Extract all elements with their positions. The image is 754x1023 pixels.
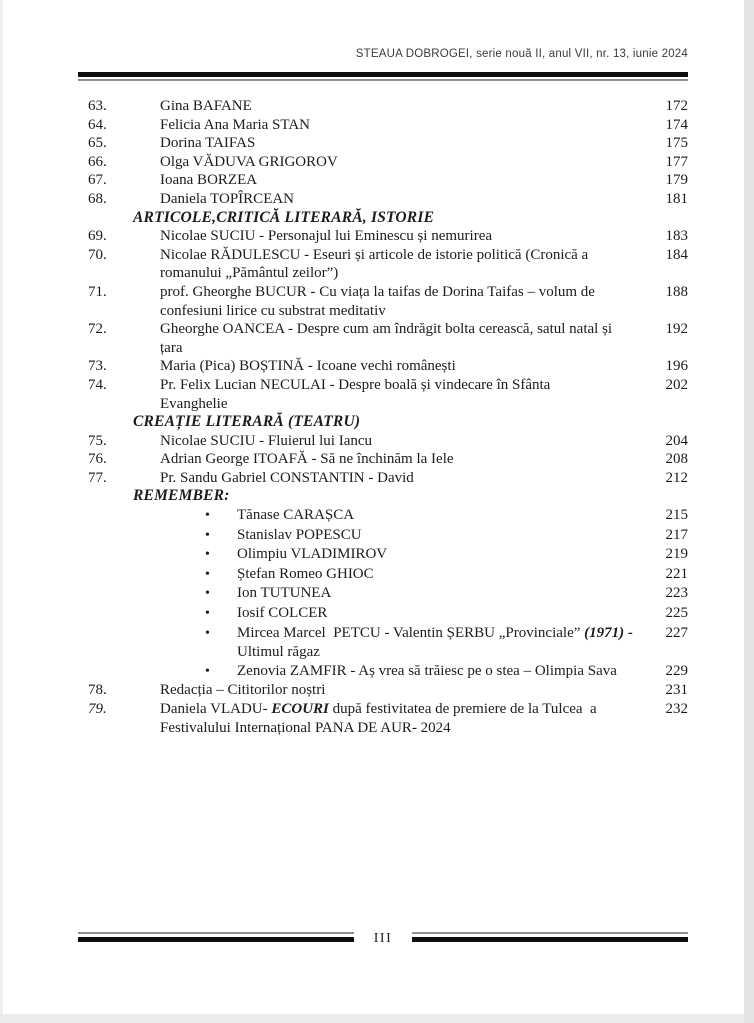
entry-number bbox=[78, 506, 160, 526]
entry-page: 212 bbox=[665, 469, 688, 486]
entry-number: 65. bbox=[88, 135, 107, 152]
toc-entry-row bbox=[78, 432, 688, 451]
toc-section-heading bbox=[78, 413, 688, 432]
entry-number: 75. bbox=[88, 432, 107, 449]
toc-entry-row bbox=[78, 246, 688, 283]
entry-title bbox=[160, 545, 638, 565]
text-segment: Adrian George ITOAFĂ - Să ne închinăm la Iele bbox=[160, 451, 454, 468]
toc-entry-row bbox=[78, 283, 688, 320]
text-segment: Daniela TOPÎRCEAN bbox=[160, 190, 295, 207]
entry-title bbox=[160, 450, 638, 469]
entry-number: 76. bbox=[88, 451, 107, 468]
entry-line bbox=[160, 545, 638, 565]
entry-title bbox=[160, 357, 638, 376]
entry-page: 231 bbox=[665, 682, 688, 699]
footer-rule-right-thin bbox=[412, 932, 688, 934]
entry-title bbox=[160, 97, 638, 116]
bullet-icon: • bbox=[205, 566, 210, 582]
toc-entry-row bbox=[78, 171, 688, 190]
entry-line bbox=[160, 190, 638, 209]
entry-line bbox=[160, 171, 638, 190]
entry-line bbox=[160, 432, 638, 451]
text-segment: Festivalului Internațional PANA DE AUR- 2024 bbox=[160, 719, 451, 736]
text-segment: romanului „Pământul zeilor”) bbox=[160, 265, 339, 282]
entry-line bbox=[160, 264, 638, 283]
entry-number: 71. bbox=[88, 283, 107, 300]
text-segment: Nicolae RĂDULESCU - Eseuri și articole de istorie politică (Cronică a bbox=[160, 246, 589, 263]
entry-line bbox=[160, 227, 638, 246]
header-rule bbox=[78, 72, 688, 81]
entry-number: 64. bbox=[88, 116, 107, 133]
footer-rule-right bbox=[412, 932, 688, 942]
footer-rule-left bbox=[78, 932, 354, 942]
text-segment: Iosif COLCER bbox=[237, 605, 328, 622]
entry-number: 73. bbox=[88, 358, 107, 375]
text-segment: țara bbox=[160, 339, 183, 356]
entry-number: 77. bbox=[88, 469, 107, 486]
toc-entry-row bbox=[78, 134, 688, 153]
entry-title bbox=[160, 700, 638, 737]
text-segment: Olga VĂDUVA GRIGOROV bbox=[160, 153, 338, 170]
entry-number: 67. bbox=[88, 172, 107, 189]
entry-page: 219 bbox=[665, 546, 688, 563]
toc-entry-row bbox=[78, 320, 688, 357]
entry-number: 66. bbox=[88, 153, 107, 170]
text-segment: REMEMBER: bbox=[133, 487, 230, 505]
toc-bullet-row bbox=[78, 624, 688, 662]
entry-title bbox=[160, 681, 638, 700]
entry-title bbox=[160, 320, 638, 357]
entry-title bbox=[160, 246, 638, 283]
entry-line bbox=[160, 469, 638, 488]
toc-entry-row bbox=[78, 153, 688, 172]
text-segment: Tănase CARAȘCA bbox=[237, 507, 355, 524]
entry-line bbox=[160, 134, 638, 153]
entry-number bbox=[78, 545, 160, 565]
entry-page: 223 bbox=[665, 585, 688, 602]
text-segment: (1971) - bbox=[584, 624, 633, 641]
page-footer bbox=[78, 930, 688, 946]
footer-rule-left-thick bbox=[78, 937, 354, 942]
text-segment: Stanislav POPESCU bbox=[237, 526, 362, 543]
entry-line bbox=[160, 719, 638, 738]
text-segment: Nicolae SUCIU - Fluierul lui Iancu bbox=[160, 432, 373, 449]
entry-page: 188 bbox=[665, 283, 688, 300]
entry-title bbox=[160, 227, 638, 246]
entry-page: 184 bbox=[665, 246, 688, 263]
entry-page: 181 bbox=[665, 190, 688, 207]
text-segment: CREAȚIE LITERARĂ (TEATRU) bbox=[133, 413, 361, 431]
header-journal-line: STEAUA DOBROGEI, serie nouă II, anul VII, nr. 13, iunie 2024 bbox=[355, 48, 688, 60]
toc-entry-row bbox=[78, 116, 688, 135]
entry-page: 227 bbox=[665, 624, 688, 641]
entry-title bbox=[160, 662, 638, 682]
toc-bullet-row bbox=[78, 662, 688, 682]
entry-line bbox=[160, 283, 638, 302]
toc-entry-row bbox=[78, 227, 688, 246]
bullet-icon: • bbox=[205, 547, 210, 563]
text-segment: Zenovia ZAMFIR - Aș vrea să trăiesc pe o stea – Olimpia Sava bbox=[237, 662, 617, 679]
toc-list bbox=[78, 97, 688, 737]
entry-line bbox=[160, 246, 638, 265]
entry-page: 204 bbox=[665, 432, 688, 449]
entry-title bbox=[160, 171, 638, 190]
entry-number bbox=[78, 565, 160, 585]
toc-entry-row bbox=[78, 450, 688, 469]
entry-line bbox=[160, 526, 638, 546]
text-segment: Ultimul răgaz bbox=[237, 644, 320, 661]
bullet-icon: • bbox=[205, 586, 210, 602]
toc-bullet-row bbox=[78, 584, 688, 604]
bullet-icon: • bbox=[205, 606, 210, 622]
entry-number bbox=[78, 662, 160, 682]
text-segment: Nicolae SUCIU - Personajul lui Eminescu și nemurirea bbox=[160, 228, 493, 245]
text-segment: Pr. Felix Lucian NECULAI - Despre boală și vindecare în Sfânta bbox=[160, 376, 551, 393]
entry-page: 208 bbox=[665, 451, 688, 468]
entry-line bbox=[160, 376, 638, 395]
entry-page: 217 bbox=[665, 526, 688, 543]
text-segment: Gina BAFANE bbox=[160, 98, 252, 114]
text-segment: prof. Gheorghe BUCUR - Cu viața la taifas de Dorina Taifas – volum de bbox=[160, 283, 595, 300]
text-segment: ECOURI bbox=[271, 701, 329, 717]
text-segment: Pr. Sandu Gabriel CONSTANTIN - David bbox=[160, 469, 414, 486]
text-segment: Mircea Marcel PETCU - Valentin ȘERBU „Provinciale” bbox=[237, 624, 585, 641]
entry-page: 225 bbox=[665, 605, 688, 622]
entry-page: 221 bbox=[665, 565, 688, 582]
entry-number bbox=[78, 526, 160, 546]
footer-rule-left-thin bbox=[78, 932, 354, 934]
toc-bullet-row bbox=[78, 526, 688, 546]
entry-number: 70. bbox=[88, 246, 107, 263]
header-rule-thin bbox=[78, 79, 688, 81]
entry-line bbox=[160, 681, 638, 700]
entry-title bbox=[160, 134, 638, 153]
entry-line bbox=[160, 450, 638, 469]
entry-line bbox=[160, 302, 638, 321]
entry-page: 232 bbox=[665, 701, 688, 717]
entry-page: 177 bbox=[665, 153, 688, 170]
text-segment: Felicia Ana Maria STAN bbox=[160, 116, 311, 133]
entry-title bbox=[160, 624, 638, 662]
text-segment: Daniela VLADU- bbox=[160, 701, 272, 717]
entry-line bbox=[160, 624, 638, 644]
text-segment: Gheorghe OANCEA - Despre cum am îndrăgit bolta cerească, satul natal și bbox=[160, 321, 613, 338]
entry-page: 229 bbox=[665, 662, 688, 679]
entry-number: 69. bbox=[88, 228, 107, 245]
entry-title bbox=[160, 506, 638, 526]
scan-edge-bottom bbox=[0, 1014, 754, 1023]
entry-title bbox=[160, 565, 638, 585]
text-segment: Dorina TAIFAS bbox=[160, 135, 256, 152]
text-segment: Olimpiu VLADIMIROV bbox=[237, 546, 388, 563]
entry-line bbox=[160, 662, 638, 682]
bullet-icon: • bbox=[205, 625, 210, 641]
entry-number: 78. bbox=[88, 682, 107, 699]
scan-edge-left bbox=[0, 0, 3, 1023]
entry-number: 63. bbox=[88, 98, 107, 114]
toc-entry-row bbox=[78, 700, 688, 737]
bullet-icon: • bbox=[205, 508, 210, 524]
text-segment: Evanghelie bbox=[160, 395, 228, 412]
text-segment: Redacția – Cititorilor noștri bbox=[160, 682, 326, 699]
toc-section-heading bbox=[78, 487, 688, 506]
footer-page-number: III bbox=[373, 931, 393, 946]
bullet-icon: • bbox=[205, 663, 210, 679]
toc-bullet-row bbox=[78, 604, 688, 624]
text-segment: ARTICOLE,CRITICĂ LITERARĂ, ISTORIE bbox=[133, 208, 435, 226]
entry-line bbox=[160, 700, 638, 719]
entry-title bbox=[160, 584, 638, 604]
entry-line bbox=[160, 97, 638, 116]
entry-number bbox=[78, 624, 160, 662]
entry-line bbox=[160, 357, 638, 376]
text-segment: Ștefan Romeo GHIOC bbox=[237, 565, 374, 582]
scan-edge-right bbox=[744, 0, 754, 1023]
toc-bullet-row bbox=[78, 506, 688, 526]
text-segment: Ioana BORZEA bbox=[160, 172, 258, 189]
entry-number: 74. bbox=[88, 376, 107, 393]
entry-number bbox=[78, 604, 160, 624]
entry-title bbox=[160, 190, 638, 209]
toc-entry-row bbox=[78, 97, 688, 116]
entry-line bbox=[160, 153, 638, 172]
entry-line bbox=[160, 320, 638, 339]
entry-title bbox=[160, 116, 638, 135]
entry-line bbox=[160, 584, 638, 604]
entry-title bbox=[160, 376, 638, 413]
entry-number: 79. bbox=[88, 701, 107, 717]
entry-page: 174 bbox=[665, 116, 688, 133]
entry-line bbox=[160, 116, 638, 135]
toc-entry-row bbox=[78, 469, 688, 488]
entry-page: 183 bbox=[665, 228, 688, 245]
text-segment: după festivitatea de premiere de la Tulcea a bbox=[328, 701, 597, 717]
entry-page: 192 bbox=[665, 321, 688, 338]
entry-title bbox=[160, 283, 638, 320]
entry-title bbox=[160, 153, 638, 172]
bullet-icon: • bbox=[205, 527, 210, 543]
entry-number: 68. bbox=[88, 190, 107, 207]
entry-page: 215 bbox=[665, 507, 688, 524]
footer-rule-right-thick bbox=[412, 937, 688, 942]
toc-bullet-row bbox=[78, 565, 688, 585]
entry-page: 196 bbox=[665, 358, 688, 375]
toc-entry-row bbox=[78, 681, 688, 700]
entry-page: 202 bbox=[665, 376, 688, 393]
entry-number bbox=[78, 584, 160, 604]
entry-number: 72. bbox=[88, 321, 107, 338]
entry-line bbox=[160, 339, 638, 358]
entry-title bbox=[160, 604, 638, 624]
text-segment: confesiuni lirice cu substrat meditativ bbox=[160, 302, 386, 319]
entry-page: 175 bbox=[665, 135, 688, 152]
toc-entry-row bbox=[78, 357, 688, 376]
text-segment: Maria (Pica) BOȘTINĂ - Icoane vechi românești bbox=[160, 358, 456, 375]
entry-line bbox=[160, 565, 638, 585]
toc-entry-row bbox=[78, 376, 688, 413]
entry-line bbox=[160, 643, 638, 662]
entry-title bbox=[160, 432, 638, 451]
entry-title bbox=[160, 469, 638, 488]
entry-page: 172 bbox=[665, 98, 688, 114]
entry-line bbox=[160, 395, 638, 414]
toc-entry-row bbox=[78, 190, 688, 209]
entry-line bbox=[160, 604, 638, 624]
toc-section-heading bbox=[78, 209, 688, 228]
entry-page: 179 bbox=[665, 172, 688, 189]
toc-bullet-row bbox=[78, 545, 688, 565]
entry-title bbox=[160, 526, 638, 546]
entry-line bbox=[160, 506, 638, 526]
text-segment: Ion TUTUNEA bbox=[237, 585, 332, 602]
